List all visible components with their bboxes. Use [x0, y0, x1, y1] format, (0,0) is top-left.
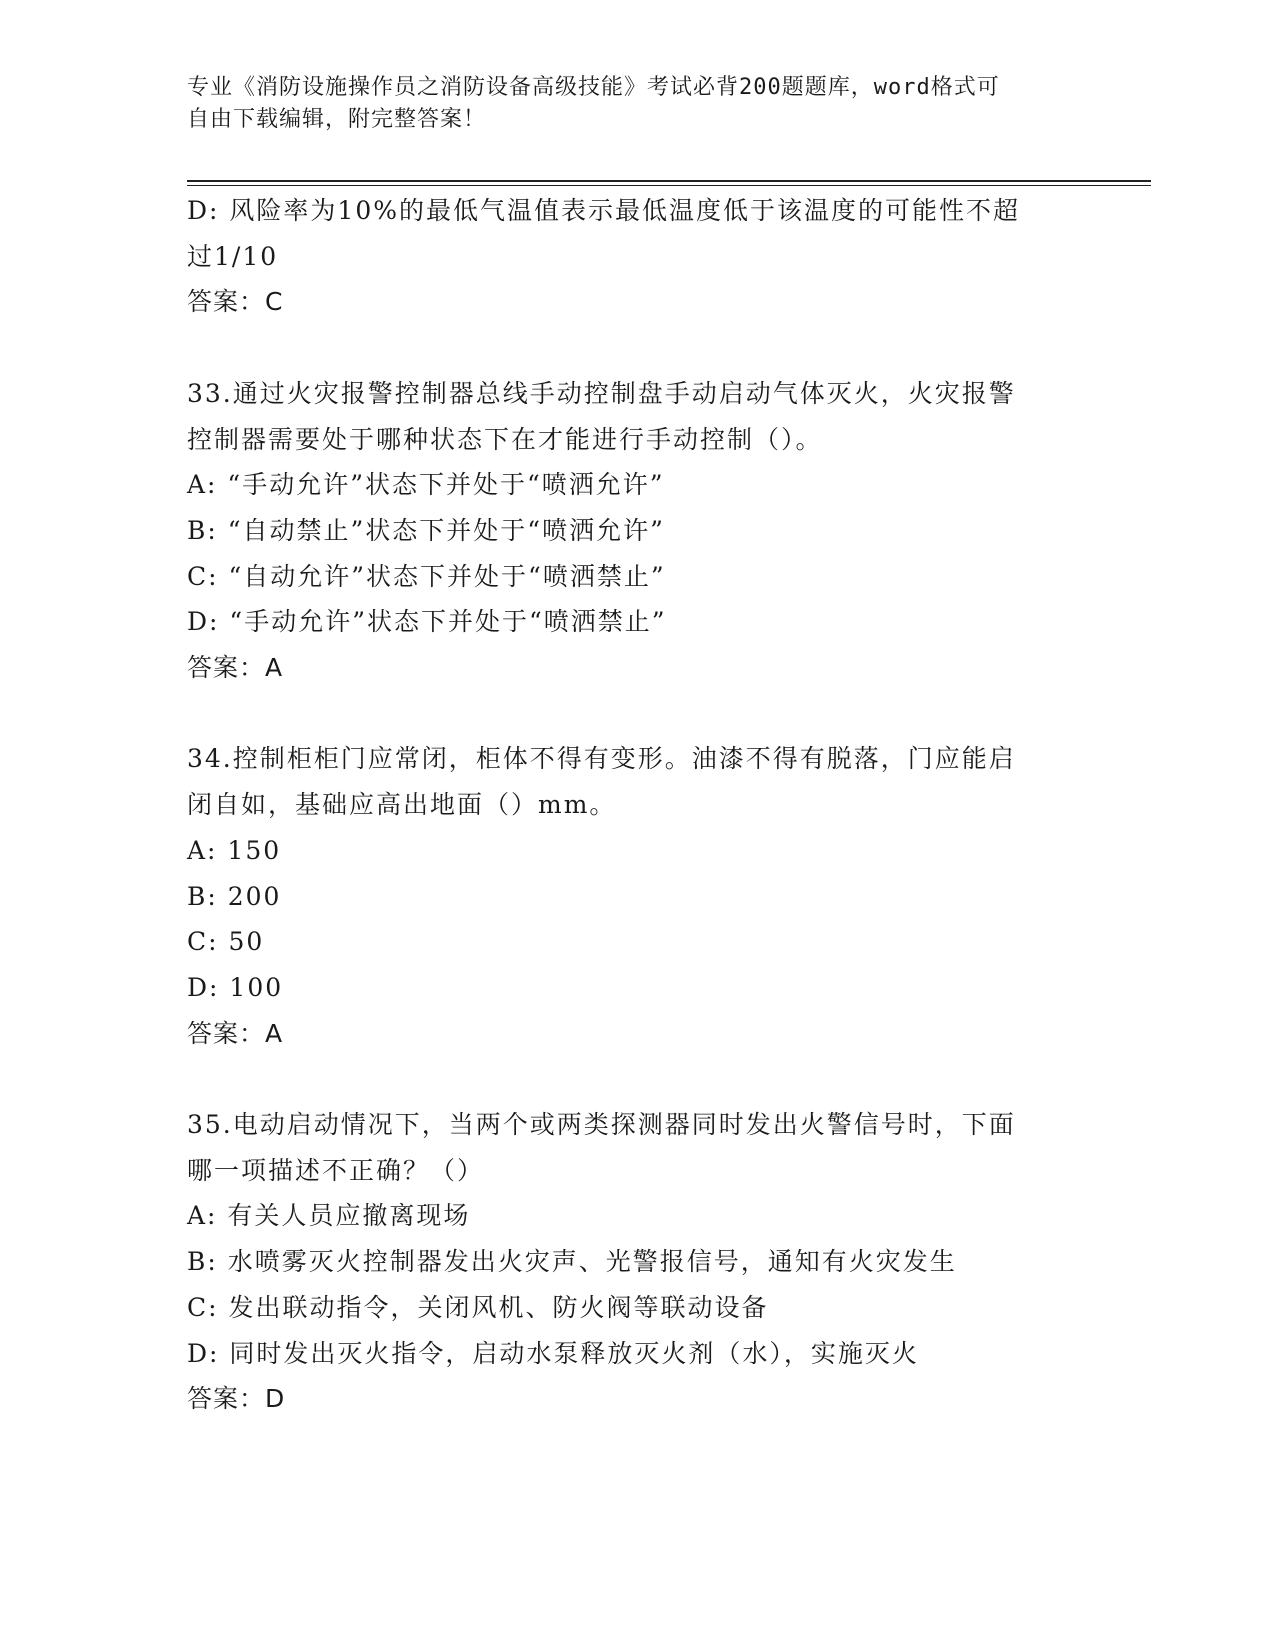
- option-d: D: 100: [187, 972, 284, 1002]
- option-d: D: 同时发出灭火指令，启动水泵释放灭火剂（水），实施灭火: [187, 1338, 919, 1368]
- option-a: A: “手动允许”状态下并处于“喷洒允许”: [187, 470, 665, 500]
- question-stem-continued: 闭自如，基础应高出地面（）mm。: [187, 790, 617, 820]
- option-b: B: 水喷雾灭火控制器发出火灾声、光警报信号，通知有火灾发生: [187, 1247, 957, 1277]
- question-stem: 35.电动启动情况下，当两个或两类探测器同时发出火警信号时，下面: [187, 1110, 1016, 1140]
- option-a: A: 有关人员应撤离现场: [187, 1201, 471, 1231]
- question-34: [187, 736, 1087, 1056]
- option-c: C: 发出联动指令，关闭风机、防火阀等联动设备: [187, 1292, 769, 1322]
- document-header: [187, 72, 1067, 136]
- document-body: [187, 188, 1087, 1422]
- previous-question-tail: [187, 188, 1087, 325]
- header-line-1: 专业《消防设施操作员之消防设备高级技能》考试必背200题题库，word格式可: [187, 75, 1000, 100]
- answer-line: 答案：C: [187, 287, 284, 317]
- question-35: [187, 1102, 1087, 1422]
- option-d-continued: 过1/10: [187, 241, 279, 271]
- option-d: D: 风险率为10%的最低气温值表示最低温度低于该温度的可能性不超: [187, 196, 1020, 225]
- answer-line: 答案：D: [187, 1384, 286, 1414]
- question-33: [187, 371, 1087, 691]
- answer-line: 答案：A: [187, 1018, 284, 1048]
- question-stem-continued: 哪一项描述不正确？（）: [187, 1155, 485, 1185]
- option-a: A: 150: [187, 835, 282, 865]
- question-stem: 33.通过火灾报警控制器总线手动控制盘手动启动气体灭火，火灾报警: [187, 378, 1016, 408]
- header-line-2: 自由下载编辑，附完整答案！: [187, 107, 487, 132]
- header-divider-thin: [187, 185, 1151, 186]
- option-c: C: “自动允许”状态下并处于“喷洒禁止”: [187, 561, 666, 591]
- question-stem-continued: 控制器需要处于哪种状态下在才能进行手动控制（）。: [187, 424, 823, 454]
- header-divider-thick: [187, 180, 1151, 182]
- question-stem: 34.控制柜柜门应常闭，柜体不得有变形。油漆不得有脱落，门应能启: [187, 744, 1016, 774]
- option-b: B: 200: [187, 881, 282, 911]
- option-b: B: “自动禁止”状态下并处于“喷洒允许”: [187, 515, 665, 545]
- option-c: C: 50: [187, 927, 265, 957]
- answer-line: 答案：A: [187, 653, 284, 683]
- option-d: D: “手动允许”状态下并处于“喷洒禁止”: [187, 607, 667, 637]
